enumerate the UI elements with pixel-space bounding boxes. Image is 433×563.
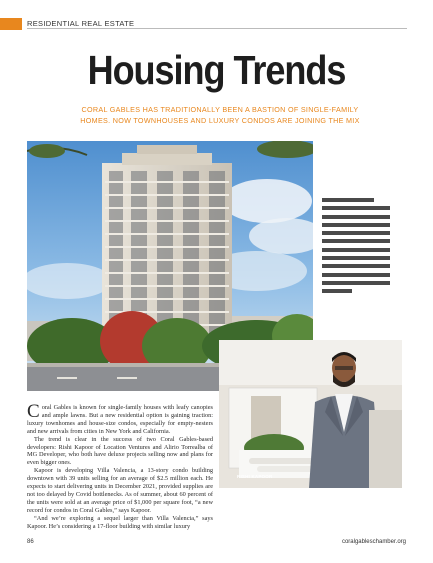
redacted-line [322,273,390,277]
photo-caption: RISHI KAPOOR [237,474,273,479]
deck-line-1: CORAL GABLES HAS TRADITIONALLY BEEN A BASTION OF SINGLE-FAMILY [81,105,359,114]
page-number: 86 [27,539,34,545]
redacted-line [322,248,390,252]
redacted-line [322,281,390,285]
footer-url: coralgableschamber.org [341,539,406,545]
redacted-line [322,198,374,202]
redacted-line [322,264,390,268]
section-rule [27,28,407,29]
redacted-line [322,215,390,219]
redacted-line [322,231,390,235]
redacted-text-block [322,198,394,298]
section-header [0,18,433,30]
redacted-line [322,289,352,293]
paragraph: Coral Gables is known for single-family houses with leafy canopies and ample lawns. But a new residential option is gaining traction: luxury townhomes and house-size condos, especially for empty-nesters and new arrivals from cities in New York and California. [27,401,213,435]
paragraph: The trend is clear in the success of two Coral Gables-based developers: Rishi Kapoor of Location Ventures and Alirio Torrealba of MG Developer, who both have deluxe projects selling now and plans for even bigger ones. [27,435,213,467]
drop-cap: C [27,401,40,422]
redacted-line [322,256,390,260]
photo-rishi-kapoor [219,340,402,488]
deck [70,104,370,126]
paragraph: Kapoor is developing Villa Valencia, a 13-story condo building downtown with 39 units selling for an average of $2.5 million each. He expects to start delivering units in December 2021, provided supplies are not too delayed by Covid bottlenecks. As of summer, about 60 percent of the units were sold at an average price of $1,000 per square foot, “a new record for condos in Coral Gables,” says Kapoor. [27,467,213,514]
redacted-line [322,239,390,243]
headline: Housing Trends [87,47,346,93]
deck-line-2: HOMES. NOW TOWNHOUSES AND LUXURY CONDOS ARE JOINING THE MIX [80,116,360,125]
section-accent-bar [0,18,22,30]
redacted-line [322,223,390,227]
redacted-line [322,206,390,210]
section-label: RESIDENTIAL REAL ESTATE [27,19,135,28]
article-body [27,401,213,531]
paragraph: “And we’re exploring a sequel larger than Villa Valencia,” says Kapoor. He’s considering a 17-floor building with similar luxury [27,514,213,530]
